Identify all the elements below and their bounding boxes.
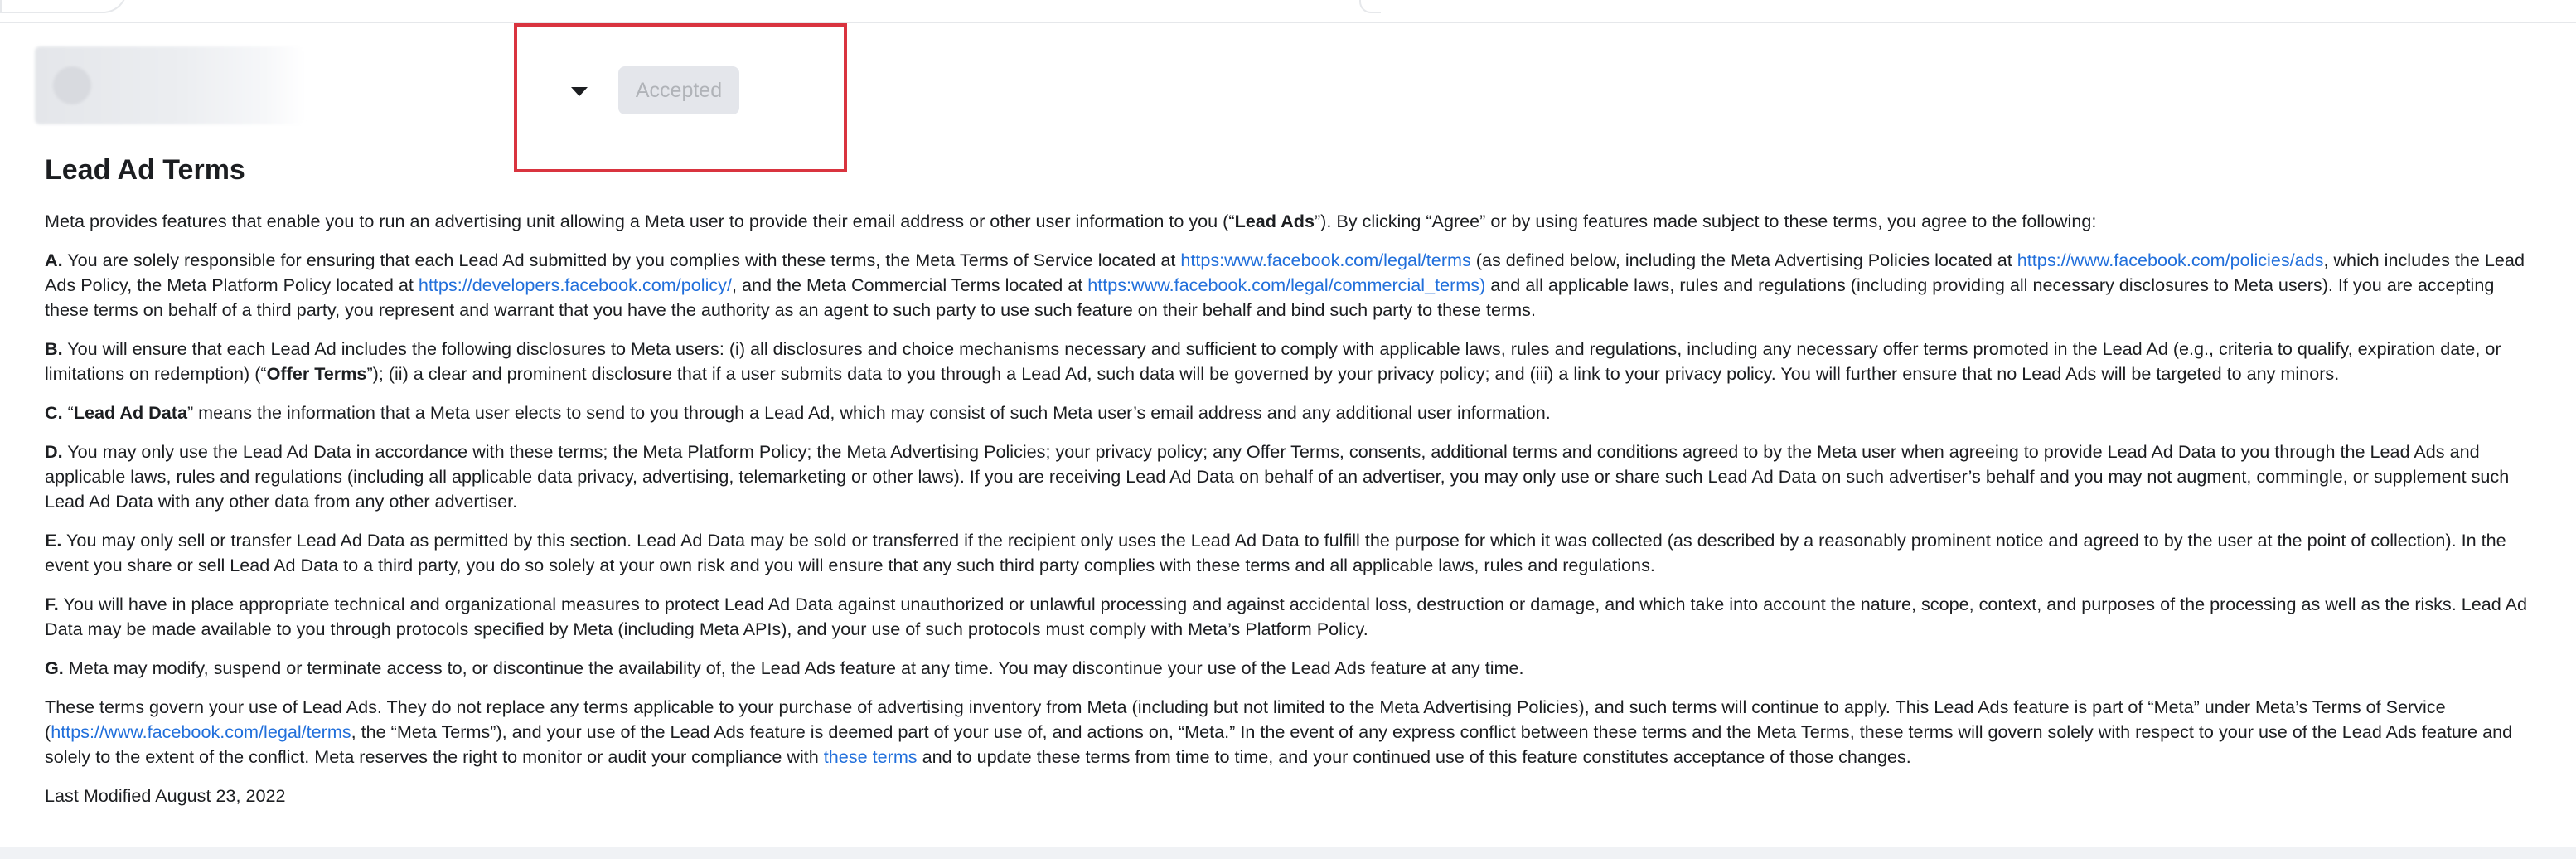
top-nav-strip [0,0,2576,23]
section-marker: E. [45,530,62,551]
section-marker: G. [45,658,64,678]
advertising-policies-link[interactable]: https://www.facebook.com/policies/ads [2017,250,2324,270]
bottom-strip [0,847,2576,859]
page-title: Lead Ad Terms [45,154,245,186]
terms-text: (as defined below, including the Meta Advertising Policies located at [1470,250,2017,270]
platform-policy-link[interactable]: https://developers.facebook.com/policy/ [418,274,732,295]
top-nav-indicator [1359,0,1381,13]
terms-text: You will ensure that each Lead Ad includes the following disclosures to Meta users: (i) all disclosures and choice mechanisms necessary and sufficient to comply with applicable laws, rules and regulations, including any necessary offer terms promoted in the Lead Ad (e.g., criteria to qualify, expiration date, or limitations on redemption) (“ [45,338,2501,384]
terms-section-a [45,248,2540,323]
defined-term: Lead Ad Data [73,402,187,423]
terms-section-b [45,337,2540,386]
meta-terms-link-2[interactable]: https://www.facebook.com/legal/terms [51,721,351,742]
terms-text: ”). By clicking “Agree” or by using features made subject to these terms, you agree to the following: [1314,211,2097,231]
these-terms-link[interactable]: these terms [823,746,918,767]
section-marker: F. [45,594,59,614]
terms-text: These terms govern your use of Lead Ads. They do not replace any terms applicable to your purchase of advertising inventory from Meta (including but not limited to the Meta Advertising Policies), and such terms will continue to apply. This Lead Ads feature is part of “Meta” under Meta’s Terms of Service ( [45,696,2446,742]
terms-text: ” means the information that a Meta user elects to send to you through a Lead Ad, which may consist of such Meta user’s email address and any additional user information. [186,402,1551,423]
terms-text: “ [62,402,74,423]
caret-down-icon [567,80,592,101]
terms-closing [45,695,2540,769]
terms-section-d [45,439,2540,514]
defined-term: Offer Terms [266,363,367,384]
defined-term: Lead Ads [1234,211,1315,231]
last-modified-date: Last Modified August 23, 2022 [45,785,286,806]
lead-ad-terms [45,149,2540,823]
terms-section-g [45,656,2540,681]
terms-text: Meta provides features that enable you to run an advertising unit allowing a Meta user to provide their email address or other user information to you (“ [45,211,1235,231]
terms-text: You are solely responsible for ensuring that each Lead Ad submitted by you complies with these terms, the Meta Terms of Service located at [62,250,1181,270]
accepted-status-button[interactable]: Accepted [618,66,739,114]
meta-terms-link[interactable]: https:www.facebook.com/legal/terms [1180,250,1471,270]
terms-text: , the “Meta Terms”), and your use of the Lead Ads feature is deemed part of your use of, and actions on, “Meta.” In the event of any express conflict between these terms and the Meta Terms, these terms will govern solely with respect to your use of the Lead Ads feature and solely to the extent of the conflict. Meta reserves the right to monitor or audit your compliance with [45,721,2513,767]
terms-section-f [45,592,2540,642]
section-marker: C. [45,402,63,423]
terms-intro [45,209,2540,234]
terms-text: , which includes the Lead Ads Policy, the Meta Platform Policy located at [45,250,2525,295]
section-marker: D. [45,441,63,462]
commercial-terms-link[interactable]: https:www.facebook.com/legal/commercial_terms) [1087,274,1486,295]
blurred-account-chip[interactable] [35,46,305,124]
top-nav-tab[interactable] [0,0,128,13]
terms-section-e [45,528,2540,578]
terms-text: ”); (ii) a clear and prominent disclosure that if a user submits data to you through a Lead Ad, such data will be governed by your privacy policy; and (iii) a link to your privacy policy. You will further ensure that no Lead Ads will be targeted to any minors. [366,363,2340,384]
terms-text: and to update these terms from time to time, and your continued use of this feature constitutes acceptance of those changes. [917,746,1911,767]
terms-text: , and the Meta Commercial Terms located at [731,274,1088,295]
terms-text: and all applicable laws, rules and regulations (including providing all necessary disclosures to Meta users). If you are accepting these terms on behalf of a third party, you represent and warrant that you have the authority as an agent to such party to use such feature on their behalf and bind such party to these terms. [45,274,2495,320]
section-marker: B. [45,338,63,359]
section-marker: A. [45,250,63,270]
terms-text: You may only sell or transfer Lead Ad Data as permitted by this section. Lead Ad Data may be sold or transferred if the recipient only uses the Lead Ad Data to fulfill the purpose for which it was collected (as described by a reasonably prominent notice and agreed to by the user at the point of collection). In the event you share or sell Lead Ad Data to a third party, you do so solely at your own risk and you will ensure that any such third party complies with these terms and all applicable laws, rules and regulations. [45,530,2506,575]
terms-section-c [45,400,2540,425]
terms-text: You may only use the Lead Ad Data in accordance with these terms; the Meta Platform Policy; the Meta Advertising Policies; your privacy policy; any Offer Terms, consents, additional terms and conditions agreed to by the Meta user when agreeing to provide Lead Ad Data to you through the Lead Ads and applicable laws, rules and regulations (including all applicable data privacy, advertising, telemarketing or other laws). If you are receiving Lead Ad Data on behalf of an advertiser, you may only use or share such Lead Ad Data on such advertiser’s behalf and you may not augment, commingle, or supplement such Lead Ad Data with any other data from any other advertiser. [45,441,2510,512]
terms-text: You will have in place appropriate technical and organizational measures to protect Lead Ad Data against unauthorized or unlawful processing and against accidental loss, destruction or damage, and which take into account the nature, scope, context, and purposes of the processing as well as the risks. Lead Ad Data may be made available to you through protocols specified by Meta (including Meta APIs), and your use of such protocols must comply with Meta’s Platform Policy. [45,594,2527,639]
terms-text: Meta may modify, suspend or terminate access to, or discontinue the availability of, the Lead Ads feature at any time. You may discontinue your use of the Lead Ads feature at any time. [63,658,1524,678]
dropdown-toggle-button[interactable] [567,80,592,101]
avatar [53,66,91,104]
